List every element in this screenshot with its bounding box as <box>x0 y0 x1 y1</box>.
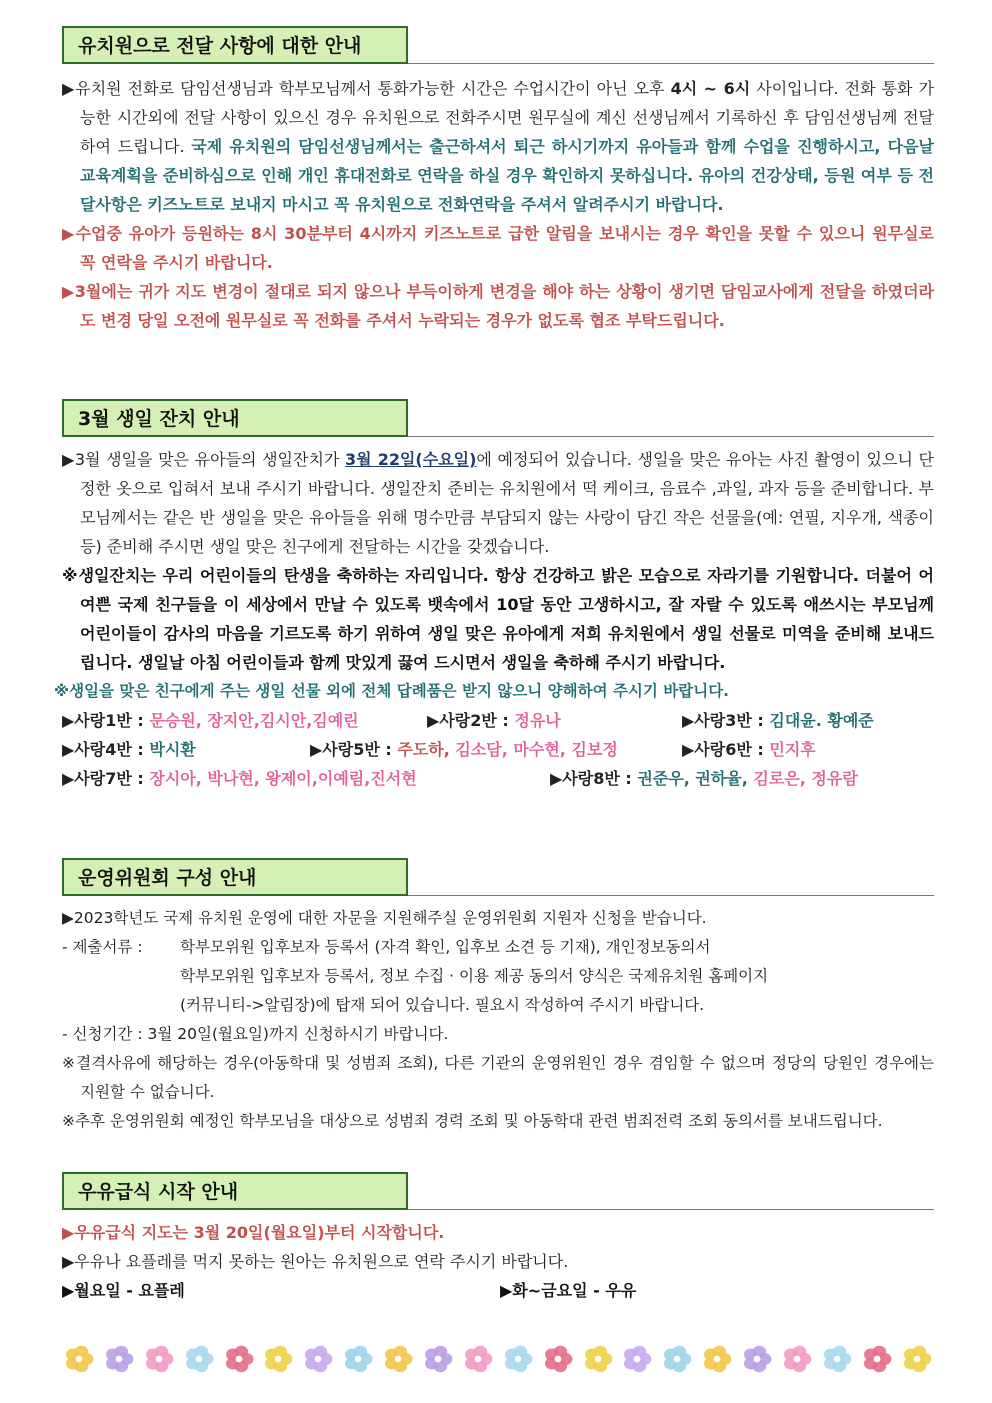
paragraph: ※결격사유에 해당하는 경우(아동학대 및 성범죄 조회), 다른 기관의 운영위원인 경우 겸임할 수 없으며 정당의 당원인 경우에는 지원할 수 없습니다. <box>62 1054 934 1101</box>
flower-icon <box>820 1342 854 1376</box>
section-delivery-notice <box>62 26 934 335</box>
section-title: 우유급식 시작 안내 <box>62 1172 408 1210</box>
class-row: ▶사랑4반 : 박시환 ▶사랑5반 : 주도하, 김소담, 마수현, 김보정 ▶사랑6반 : 민지후 <box>62 740 816 759</box>
flower-icon <box>581 1342 615 1376</box>
section-committee <box>62 858 934 1136</box>
flower-icon <box>142 1342 176 1376</box>
flower-icon <box>102 1342 136 1376</box>
flower-border-icon <box>62 1338 934 1380</box>
party-date: 3월 22일(수요일) <box>345 450 477 469</box>
paragraph: ▶수업중 유아가 등원하는 8시 30분부터 4시까지 키즈노트로 급한 알림을 보내시는 경우 확인을 못할 수 있으니 원무실로 꼭 연락을 주시기 바랍니다. <box>62 224 934 272</box>
flower-icon <box>461 1342 495 1376</box>
flower-icon <box>301 1342 335 1376</box>
flower-icon <box>261 1342 295 1376</box>
flower-icon <box>381 1342 415 1376</box>
class-row: ▶사랑1반 : 문승원, 장지안,김시안,김예린 ▶사랑2반 : 정유나 ▶사랑3반 : 김대윤. 황예준 <box>62 711 874 730</box>
paragraph: ▶유치원 전화로 담임선생님과 학부모님께서 통화가능한 시간은 수업시간이 아닌 오후 4시 ~ 6시 사이입니다. 전화 통화 가능한 시간외에 전달 사항이 있으신 경우 유치원으로 전화주시면 원무실에 계신 선생님께서 기록하신 후 담임선생님께 전달하여 드립니다. 국제 유치원의 담임선생님께서는 출근하셔서 퇴근 하시기까지 유아들과 함께 수업을 진행하시고, 다음날 교육계획을 준비하심으로 인해 개인 휴대전화로 연락을 하실 경우 확인하지 못하십니다. 유아의 건강상태, 등원 여부 등 전달사항은 키즈노트로 보내지 마시고 꼭 유치원으로 전화연락을 주셔서 알려주시기 바랍니다. <box>62 79 934 214</box>
flower-icon <box>541 1342 575 1376</box>
section-milk <box>62 1172 934 1305</box>
paragraph: ▶우유나 요플레를 먹지 못하는 원아는 유치원으로 연락 주시기 바랍니다. <box>62 1252 569 1271</box>
flower-icon <box>222 1342 256 1376</box>
flower-icon <box>182 1342 216 1376</box>
paragraph: ▶우유급식 지도는 3월 20일(월요일)부터 시작합니다. <box>62 1223 445 1242</box>
section-title: 운영위원회 구성 안내 <box>62 858 408 896</box>
section-title: 유치원으로 전달 사항에 대한 안내 <box>62 26 408 64</box>
section-birthday-party <box>54 399 934 793</box>
paragraph: ※생일을 맞은 친구에게 주는 생일 선물 외에 전체 답례품은 받지 않으니 양해하여 주시기 바랍니다. <box>54 682 730 700</box>
flower-icon <box>860 1342 894 1376</box>
paragraph: ▶3월에는 귀가 지도 변경이 절대로 되지 않으나 부득이하게 변경을 해야 하는 상황이 생기면 담임교사에게 전달을 하였더라도 변경 당일 오전에 원무실로 꼭 전화를 주셔서 누락되는 경우가 없도록 협조 부탁드립니다. <box>62 282 934 330</box>
paragraph: ▶2023학년도 국제 유치원 운영에 대한 자문을 지원해주실 운영위원회 지원자 신청을 받습니다. <box>62 909 707 927</box>
flower-icon <box>740 1342 774 1376</box>
flower-icon <box>780 1342 814 1376</box>
flower-icon <box>421 1342 455 1376</box>
paragraph: ※추후 운영위원회 예정인 학부모님을 대상으로 성범죄 경력 조회 및 아동학대 관련 범죄전력 조회 동의서를 보내드립니다. <box>62 1112 883 1130</box>
flower-icon <box>62 1342 96 1376</box>
paragraph: ▶3월 생일을 맞은 유아들의 생일잔치가 3월 22일(수요일)에 예정되어 있습니다. 생일을 맞은 유아는 사진 촬영이 있으니 단정한 옷으로 입혀서 보내 주시기 바랍니다. 생일잔치 준비는 유치원에서 떡 케이크, 음료수 ,과일, 과자 등을 준비합니다. 부모님께서는 같은 반 생일을 맞은 유아들을 위해 명수만큼 부담되지 않는 사랑이 담긴 작은 선물을(예: 연필, 지우개, 색종이 등) 준비해 주시면 생일 맞은 친구에게 전달하는 시간을 갖겠습니다. <box>62 450 934 556</box>
flower-icon <box>900 1342 934 1376</box>
flower-icon <box>341 1342 375 1376</box>
paragraph: - 신청기간 : 3월 20일(월요일)까지 신청하시기 바랍니다. <box>62 1025 449 1043</box>
flower-icon <box>620 1342 654 1376</box>
documents-item: - 제출서류 : 학부모위원 입후보자 등록서 (자격 확인, 입후보 소견 등 기재), 개인정보동의서 학부모위원 입후보자 등록서, 정보 수집 · 이용 제공 동의서 양식은 국제유치원 홈페이지 (커뮤니티->알림장)에 탑재 되어 있습니다. 필요시 작성하여 주시기 바랍니다. <box>62 938 769 1014</box>
flower-icon <box>660 1342 694 1376</box>
flower-icon <box>501 1342 535 1376</box>
section-title: 3월 생일 잔치 안내 <box>62 399 408 437</box>
class-row: ▶사랑7반 : 장시아, 박나현, 왕제이,이예림,진서현 ▶사랑8반 : 권준우, 권하율, 김로은, 정유람 <box>62 769 858 788</box>
flower-icon <box>700 1342 734 1376</box>
paragraph: ※생일잔치는 우리 어린이들의 탄생을 축하하는 자리입니다. 항상 건강하고 밝은 모습으로 자라기를 기원합니다. 더불어 어여쁜 국제 친구들을 이 세상에서 만날 수 있도록 뱃속에서 10달 동안 고생하시고, 잘 자랄 수 있도록 애쓰시는 부모님께 어린이들이 감사의 마음을 기르도록 하기 위하여 생일 맞은 유아에게 저희 유치원에서 생일 선물로 미역을 준비해 보내드립니다. 생일날 아침 어린이들과 함께 맛있게 끓여 드시면서 생일을 축하해 주시기 바랍니다. <box>62 566 934 672</box>
schedule-row: ▶월요일 - 요플레 ▶화~금요일 - 우유 <box>62 1281 637 1300</box>
